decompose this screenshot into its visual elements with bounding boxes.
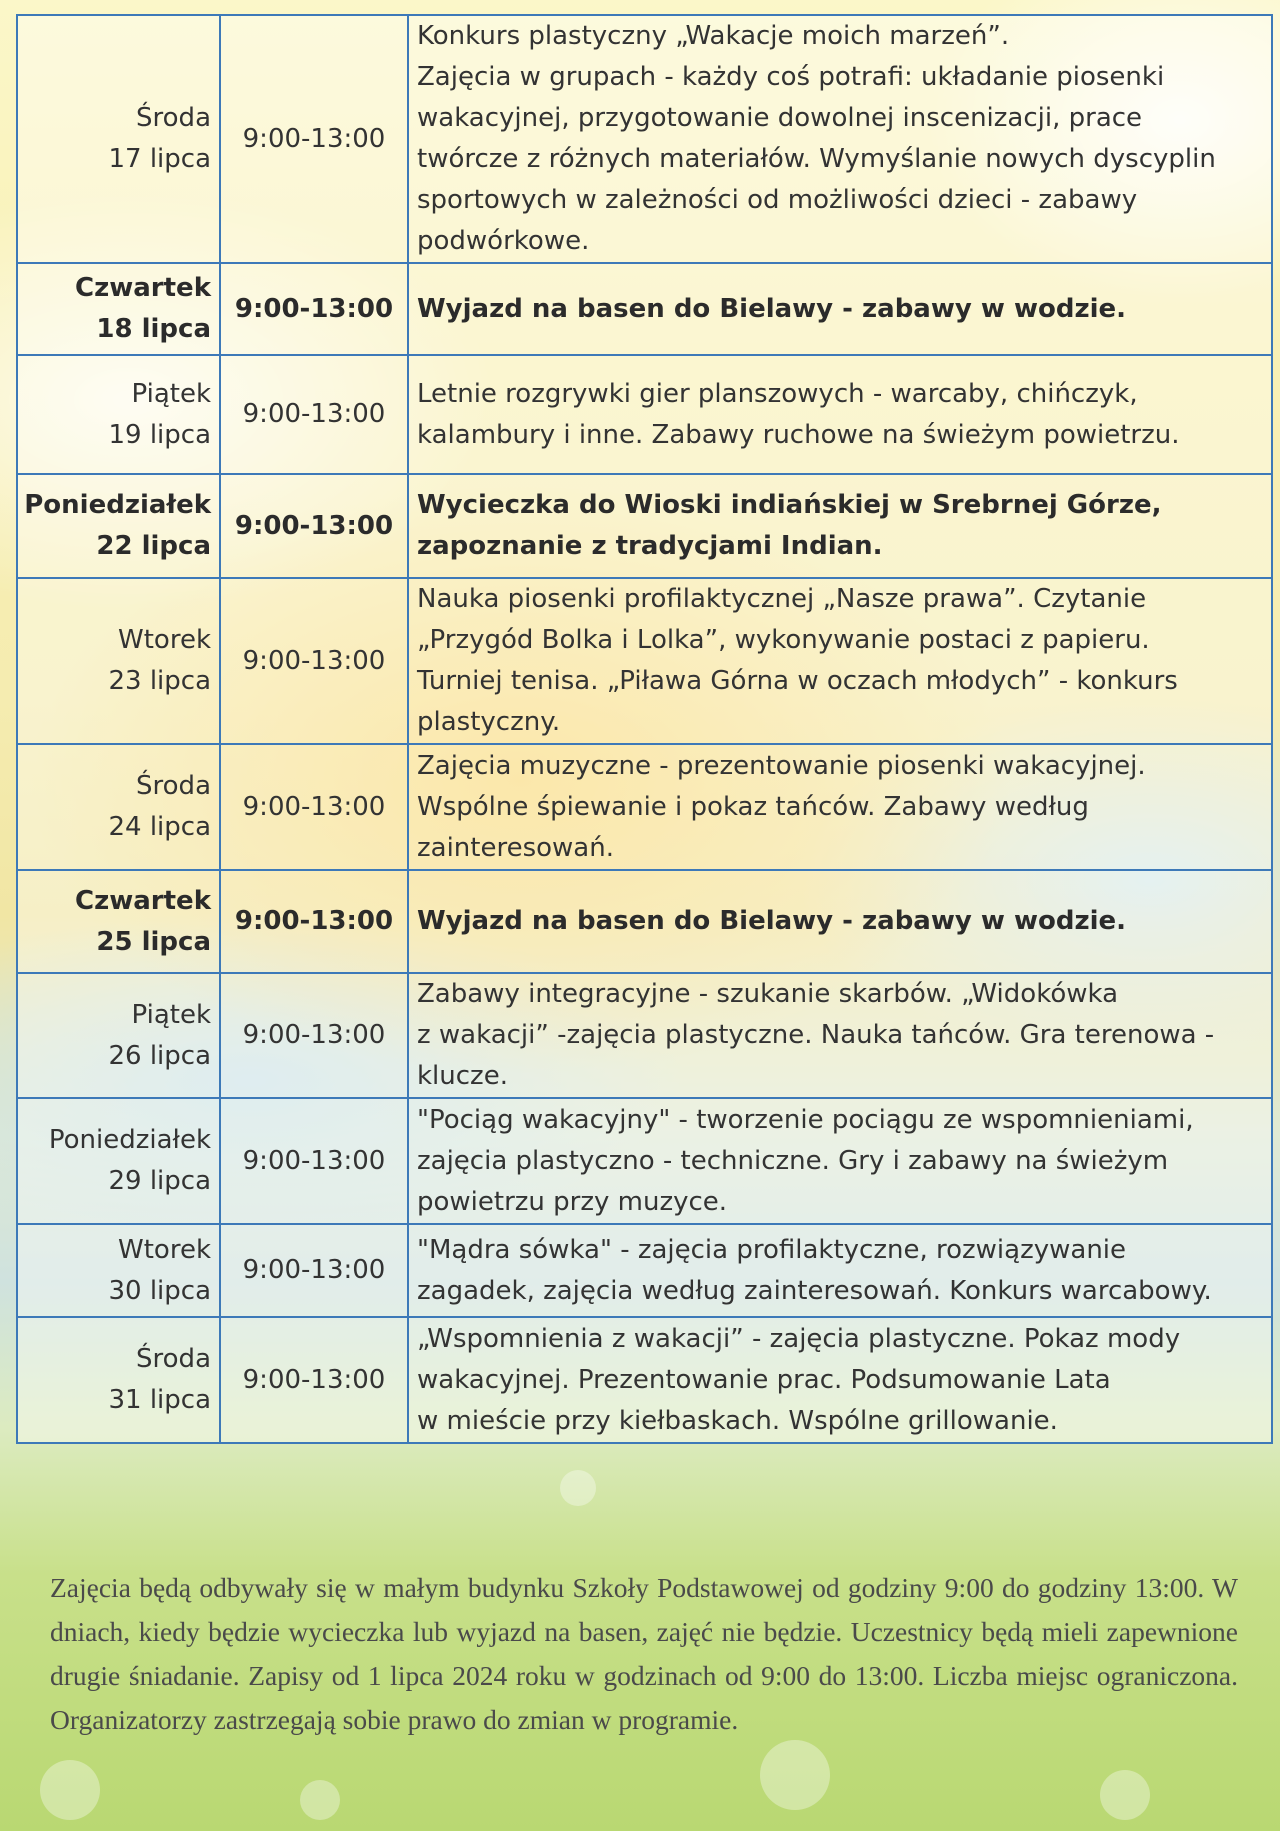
schedule-table [16, 14, 1273, 1444]
day-cell [17, 355, 220, 474]
schedule-row [17, 973, 1272, 1098]
bokeh-decoration [560, 1470, 596, 1506]
day-cell [17, 973, 220, 1098]
day-date: 24 lipca [108, 812, 211, 842]
time-cell: 9:00-13:00 [220, 263, 408, 355]
bokeh-decoration [1100, 1770, 1150, 1820]
time-cell: 9:00-13:00 [220, 578, 408, 744]
bokeh-decoration [300, 1780, 340, 1820]
day-name: Czwartek [75, 885, 211, 916]
description-cell: Zajęcia muzyczne - prezentowanie piosenki wakacyjnej. Wspólne śpiewanie i pokaz tańców. Zabawy według zainteresowań. [408, 744, 1272, 870]
schedule-row [17, 263, 1272, 355]
schedule-row [17, 578, 1272, 744]
bokeh-decoration [760, 1740, 830, 1810]
schedule-row [17, 744, 1272, 870]
description-cell: Wyjazd na basen do Bielawy - zabawy w wodzie. [408, 870, 1272, 973]
day-date: 22 lipca [96, 531, 211, 561]
description-cell: "Pociąg wakacyjny" - tworzenie pociągu ze wspomnieniami, zajęcia plastyczno - techniczne. Gry i zabawy na świeżym powietrzu przy muzyce. [408, 1098, 1272, 1224]
day-cell [17, 744, 220, 870]
day-cell [17, 1224, 220, 1317]
bokeh-decoration [40, 1760, 100, 1820]
day-date: 31 lipca [108, 1385, 211, 1415]
time-cell: 9:00-13:00 [220, 744, 408, 870]
day-date: 23 lipca [108, 666, 211, 696]
day-date: 25 lipca [96, 926, 211, 957]
time-cell: 9:00-13:00 [220, 870, 408, 973]
day-name: Środa [136, 1344, 211, 1374]
day-date: 17 lipca [108, 144, 211, 174]
day-name: Wtorek [118, 625, 211, 655]
day-date: 18 lipca [96, 314, 211, 344]
time-cell: 9:00-13:00 [220, 15, 408, 263]
day-name: Czwartek [75, 273, 211, 303]
day-cell [17, 263, 220, 355]
day-name: Środa [136, 103, 211, 133]
time-cell: 9:00-13:00 [220, 355, 408, 474]
footer-note: Zajęcia będą odbywały się w małym budynku Szkoły Podstawowej od godziny 9:00 do godziny 13:00. W dniach, kiedy będzie wycieczka lub wyjazd na basen, zajęć nie będzie. Uczestnicy będą mieli zapewnione drugie śniadanie. Zapisy od 1 lipca 2024 roku w godzinach od 9:00 do 13:00. Liczba miejsc ograniczona. Organizatorzy zastrzegają sobie prawo do zmian w programie. [50, 1571, 1238, 1735]
description-cell: Konkurs plastyczny „Wakacje moich marzeń”. Zajęcia w grupach - każdy coś potrafi: układanie piosenki wakacyjnej, przygotowanie dowolnej inscenizacji, prace twórcze z różnych materiałów. Wymyślanie nowych dyscyplin sportowych w zależności od możliwości dzieci - zabawy podwórkowe. [408, 15, 1272, 263]
day-date: 26 lipca [108, 1040, 211, 1071]
schedule-row [17, 1317, 1272, 1443]
time-cell: 9:00-13:00 [220, 1224, 408, 1317]
schedule-row [17, 15, 1272, 263]
day-cell [17, 1098, 220, 1224]
schedule-row [17, 1224, 1272, 1317]
day-cell [17, 870, 220, 973]
description-cell: Wycieczka do Wioski indiańskiej w Srebrnej Górze, zapoznanie z tradycjami Indian. [408, 474, 1272, 578]
day-name: Piątek [131, 999, 211, 1030]
description-cell: Zabawy integracyjne - szukanie skarbów. „Widokówka z wakacji” -zajęcia plastyczne. Nauka tańców. Gra terenowa - klucze. [408, 973, 1272, 1098]
description-cell: Letnie rozgrywki gier planszowych - warcaby, chińczyk, kalambury i inne. Zabawy ruchowe na świeżym powietrzu. [408, 355, 1272, 474]
day-date: 19 lipca [108, 419, 211, 450]
day-date: 30 lipca [108, 1275, 211, 1306]
day-name: Wtorek [118, 1234, 211, 1265]
time-cell: 9:00-13:00 [220, 1098, 408, 1224]
time-cell: 9:00-13:00 [220, 973, 408, 1098]
day-name: Piątek [131, 378, 211, 409]
description-cell: Wyjazd na basen do Bielawy - zabawy w wodzie. [408, 263, 1272, 355]
schedule-row [17, 355, 1272, 474]
day-cell [17, 578, 220, 744]
schedule-row [17, 1098, 1272, 1224]
day-name: Poniedziałek [24, 490, 211, 520]
day-cell [17, 474, 220, 578]
schedule-row [17, 870, 1272, 973]
time-cell: 9:00-13:00 [220, 1317, 408, 1443]
time-cell: 9:00-13:00 [220, 474, 408, 578]
description-cell: "Mądra sówka" - zajęcia profilaktyczne, rozwiązywanie zagadek, zajęcia według zainteresowań. Konkurs warcabowy. [408, 1224, 1272, 1317]
day-cell [17, 1317, 220, 1443]
day-date: 29 lipca [108, 1166, 211, 1196]
schedule-row [17, 474, 1272, 578]
day-cell [17, 15, 220, 263]
description-cell: „Wspomnienia z wakacji” - zajęcia plastyczne. Pokaz mody wakacyjnej. Prezentowanie prac. Podsumowanie Lata w mieście przy kiełbaskach. Wspólne grillowanie. [408, 1317, 1272, 1443]
description-cell: Nauka piosenki profilaktycznej „Nasze prawa”. Czytanie „Przygód Bolka i Lolka”, wykonywanie postaci z papieru. Turniej tenisa. „Piława Górna w oczach młodych” - konkurs plastyczny. [408, 578, 1272, 744]
day-name: Środa [136, 771, 211, 801]
day-name: Poniedziałek [48, 1125, 211, 1155]
